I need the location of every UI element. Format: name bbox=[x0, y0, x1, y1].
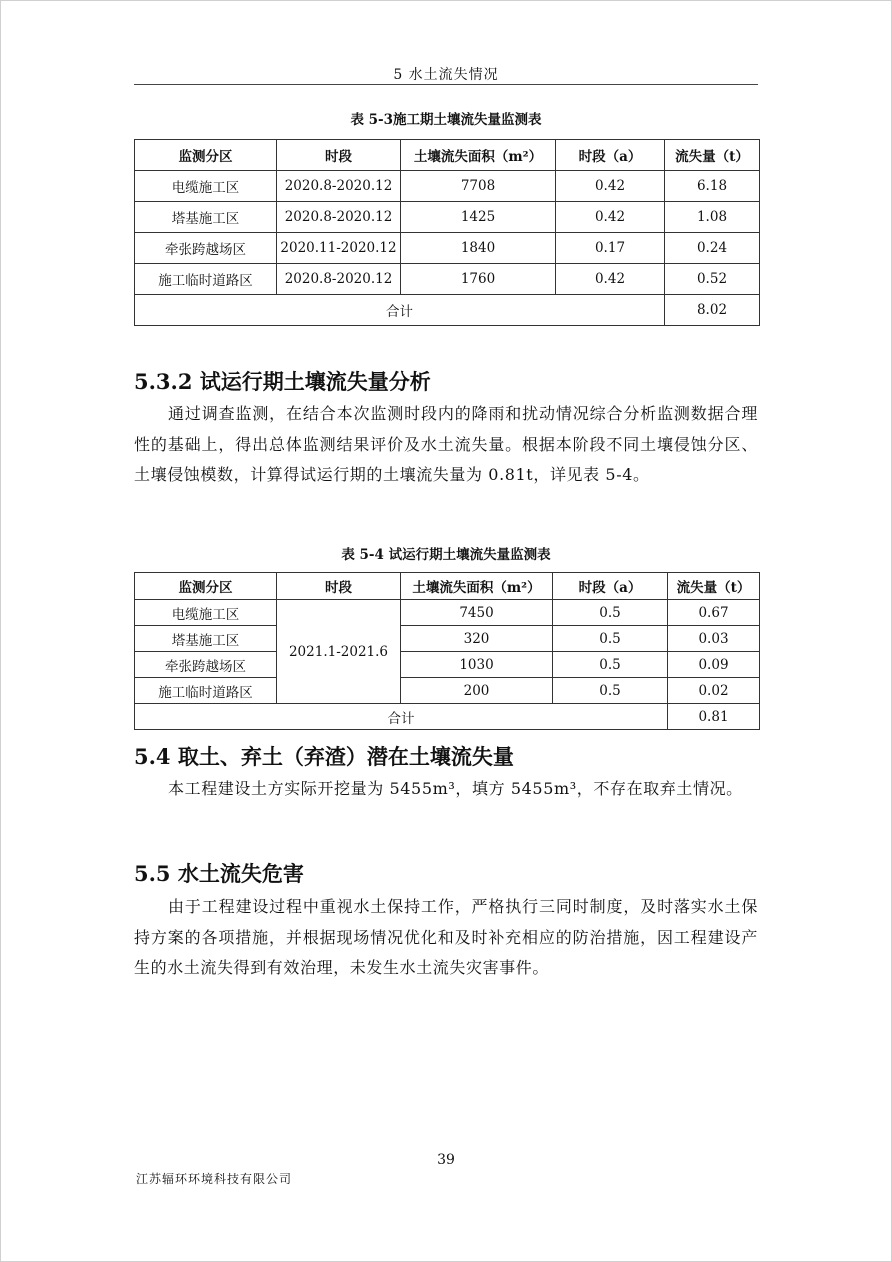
header-cell: 流失量（t） bbox=[665, 140, 760, 171]
header-cell: 土壤流失面积（m²） bbox=[401, 140, 556, 171]
header-cell: 土壤流失面积（m²） bbox=[401, 573, 553, 600]
total-value: 0.81 bbox=[668, 704, 760, 730]
table-total-row bbox=[135, 295, 760, 326]
table-cell: 0.5 bbox=[553, 652, 668, 678]
table-cell: 0.03 bbox=[668, 626, 760, 652]
table-cell: 0.09 bbox=[668, 652, 760, 678]
table-cell: 0.02 bbox=[668, 678, 760, 704]
table-cell: 1760 bbox=[401, 264, 556, 295]
period-cell: 2021.1-2021.6 bbox=[277, 600, 401, 704]
table-cell: 0.67 bbox=[668, 600, 760, 626]
table-cell: 牵张跨越场区 bbox=[135, 233, 277, 264]
header-rule bbox=[134, 84, 758, 85]
table-cell: 电缆施工区 bbox=[135, 171, 277, 202]
section-5-5-paragraph: 由于工程建设过程中重视水土保持工作，严格执行三同时制度，及时落实水土保持方案的各项措施，并根据现场情况优化和及时补充相应的防治措施，因工程建设产生的水土流失得到有效治理，未发生水土流失灾害事件。 bbox=[134, 897, 758, 977]
table-cell: 塔基施工区 bbox=[135, 626, 277, 652]
table-5-3-caption: 表 5-3施工期土壤流失量监测表 bbox=[350, 112, 542, 128]
table-cell: 0.17 bbox=[556, 233, 665, 264]
table-5-4-caption: 表 5-4 试运行期土壤流失量监测表 bbox=[341, 547, 551, 563]
header-cell: 时段（a） bbox=[553, 573, 668, 600]
table-cell: 0.24 bbox=[665, 233, 760, 264]
table-row bbox=[135, 678, 760, 704]
section-heading-5-3-2: 5.3.2 试运行期土壤流失量分析 bbox=[134, 369, 431, 394]
table-cell: 2020.8-2020.12 bbox=[277, 171, 401, 202]
table-cell: 0.5 bbox=[553, 600, 668, 626]
table-cell: 2020.8-2020.12 bbox=[277, 202, 401, 233]
table-row bbox=[135, 626, 760, 652]
table-cell: 200 bbox=[401, 678, 553, 704]
table-cell: 0.5 bbox=[553, 626, 668, 652]
section-heading-5-5: 5.5 水土流失危害 bbox=[134, 861, 304, 886]
table-cell: 1.08 bbox=[665, 202, 760, 233]
table-cell: 6.18 bbox=[665, 171, 760, 202]
table-cell: 0.42 bbox=[556, 202, 665, 233]
table-header-row bbox=[135, 140, 760, 171]
header-cell: 时段（a） bbox=[556, 140, 665, 171]
total-value: 8.02 bbox=[665, 295, 760, 326]
table-cell: 0.5 bbox=[553, 678, 668, 704]
table-cell: 塔基施工区 bbox=[135, 202, 277, 233]
header-cell: 流失量（t） bbox=[668, 573, 760, 600]
total-label: 合计 bbox=[135, 704, 668, 730]
table-cell: 施工临时道路区 bbox=[135, 264, 277, 295]
section-heading-5-4: 5.4 取土、弃土（弃渣）潜在土壤流失量 bbox=[134, 744, 514, 769]
table-cell: 0.42 bbox=[556, 264, 665, 295]
table-cell: 0.52 bbox=[665, 264, 760, 295]
table-cell: 7450 bbox=[401, 600, 553, 626]
header-cell: 监测分区 bbox=[135, 140, 277, 171]
section-5-4-paragraph: 本工程建设土方实际开挖量为 5455m³，填方 5455m³，不存在取弃土情况。 bbox=[168, 779, 743, 798]
table-cell: 施工临时道路区 bbox=[135, 678, 277, 704]
table-cell: 牵张跨越场区 bbox=[135, 652, 277, 678]
footer-company: 江苏辐环环境科技有限公司 bbox=[136, 1172, 293, 1186]
table-cell: 1425 bbox=[401, 202, 556, 233]
section-5-3-2-paragraph: 通过调查监测，在结合本次监测时段内的降雨和扰动情况综合分析监测数据合理性的基础上，得出总体监测结果评价及水土流失量。根据本阶段不同土壤侵蚀分区、土壤侵蚀模数，计算得试运行期的土壤流失量为 0.81t，详见表 5-4。 bbox=[134, 404, 758, 484]
table-cell: 1840 bbox=[401, 233, 556, 264]
total-label: 合计 bbox=[135, 295, 665, 326]
page-number: 39 bbox=[437, 1152, 455, 1168]
page-header: 5 水土流失情况 bbox=[393, 67, 499, 83]
table-total-row bbox=[135, 704, 760, 730]
table-row bbox=[135, 171, 760, 202]
table-header-row bbox=[135, 573, 760, 600]
header-cell: 监测分区 bbox=[135, 573, 277, 600]
table-cell: 2020.8-2020.12 bbox=[277, 264, 401, 295]
table-cell: 320 bbox=[401, 626, 553, 652]
table-cell: 0.42 bbox=[556, 171, 665, 202]
header-cell: 时段 bbox=[277, 573, 401, 600]
header-cell: 时段 bbox=[277, 140, 401, 171]
table-row bbox=[135, 600, 760, 626]
table-cell: 1030 bbox=[401, 652, 553, 678]
table-cell: 电缆施工区 bbox=[135, 600, 277, 626]
table-row bbox=[135, 264, 760, 295]
table-5-3 bbox=[134, 139, 760, 326]
table-cell: 7708 bbox=[401, 171, 556, 202]
table-row bbox=[135, 202, 760, 233]
table-5-4 bbox=[134, 572, 760, 730]
table-row bbox=[135, 652, 760, 678]
table-cell: 2020.11-2020.12 bbox=[277, 233, 401, 264]
table-row bbox=[135, 233, 760, 264]
